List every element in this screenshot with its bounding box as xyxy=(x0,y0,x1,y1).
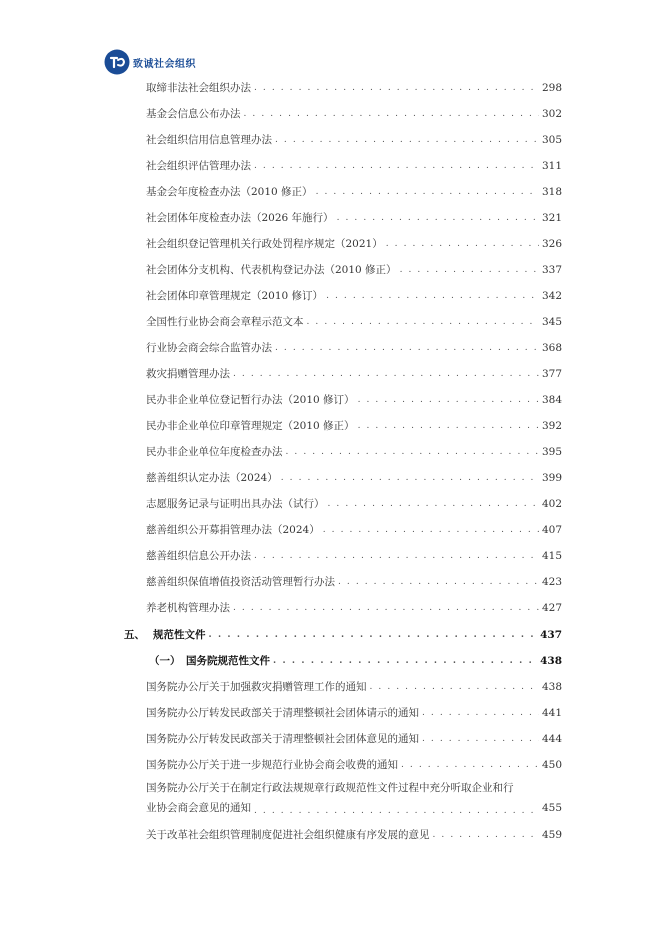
toc-page-number: 415 xyxy=(541,550,562,562)
toc-leader-dots xyxy=(244,108,539,121)
toc-entry-title-line2: 业协会商会意见的通知 xyxy=(146,802,251,814)
toc-entry[interactable] xyxy=(146,497,562,511)
toc-entry-title: 民办非企业单位印章管理规定（2010 修正） xyxy=(146,420,355,432)
toc-entry-title: 社会组织评估管理办法 xyxy=(146,160,251,172)
toc-entry-title-line1: 国务院办公厅关于在制定行政法规规章行政规范性文件过程中充分听取企业和行 xyxy=(146,782,514,794)
toc-entry-title: 养老机构管理办法 xyxy=(146,602,230,614)
toc-leader-dots xyxy=(358,420,539,433)
toc-entry[interactable] xyxy=(146,706,562,720)
toc-page-number: 399 xyxy=(541,472,562,484)
toc-entry-title: 国务院办公厅关于进一步规范行业协会商会收费的通知 xyxy=(146,759,398,771)
toc-leader-dots xyxy=(254,550,539,563)
toc-entry[interactable] xyxy=(146,575,562,589)
toc-entry-title: 慈善组织认定办法（2024） xyxy=(146,472,278,484)
toc-entry[interactable] xyxy=(146,549,562,563)
toc-page-number: 392 xyxy=(541,420,562,432)
toc-entry[interactable] xyxy=(146,263,562,277)
toc-leader-dots xyxy=(275,342,539,355)
toc-leader-dots xyxy=(307,316,539,329)
toc-page-number: 395 xyxy=(541,446,562,458)
toc-subsection-heading[interactable] xyxy=(149,654,562,668)
toc-leader-dots xyxy=(233,602,539,615)
toc-entry[interactable] xyxy=(146,445,562,459)
toc-entry-title: 慈善组织公开募捐管理办法（2024） xyxy=(146,524,320,536)
toc-entry[interactable] xyxy=(146,159,562,173)
toc-leader-dots xyxy=(400,264,539,277)
toc-page-number: 305 xyxy=(541,134,562,146)
toc-entry[interactable] xyxy=(146,81,562,95)
toc-page-number: 444 xyxy=(541,733,562,745)
toc-leader-dots xyxy=(316,186,539,199)
toc-entry[interactable] xyxy=(146,341,562,355)
toc-leader-dots xyxy=(433,829,539,842)
toc-page-number: 321 xyxy=(541,212,562,224)
toc-leader-dots xyxy=(254,82,539,95)
toc-entry[interactable] xyxy=(146,393,562,407)
toc-page-number: 438 xyxy=(540,655,562,667)
toc-entry-title: 民办非企业单位登记暂行办法（2010 修订） xyxy=(146,394,355,406)
toc-leader-dots xyxy=(323,524,539,537)
toc-leader-dots xyxy=(326,290,539,303)
toc-page-number: 441 xyxy=(541,707,562,719)
toc-entry-title: 救灾捐赠管理办法 xyxy=(146,368,230,380)
toc-entry[interactable] xyxy=(146,758,562,772)
toc-leader-dots xyxy=(338,576,539,589)
toc-page-number: 311 xyxy=(541,160,562,172)
toc-entry-title: 社会组织信用信息管理办法 xyxy=(146,134,272,146)
toc-page-number: 459 xyxy=(541,829,562,841)
toc-entry[interactable] xyxy=(146,315,562,329)
toc-page-number: 407 xyxy=(541,524,562,536)
toc-leader-dots xyxy=(281,472,539,485)
subsection-title-text: 国务院规范性文件 xyxy=(186,655,270,667)
toc-leader-dots xyxy=(328,498,539,511)
toc-leader-dots xyxy=(275,134,539,147)
toc-leader-dots xyxy=(233,368,539,381)
toc-entry[interactable] xyxy=(146,133,562,147)
toc-leader-dots xyxy=(401,759,539,772)
toc-page-number: 423 xyxy=(541,576,562,588)
toc-leader-dots xyxy=(209,629,538,642)
toc-leader-dots xyxy=(370,681,539,694)
toc-leader-dots xyxy=(337,212,539,225)
toc-entry-title: 社会团体印章管理规定（2010 修订） xyxy=(146,290,324,302)
section-number: 五、 xyxy=(124,629,145,641)
toc-page-number: 326 xyxy=(541,238,562,250)
toc-page-number: 402 xyxy=(541,498,562,510)
toc-entry[interactable] xyxy=(146,680,562,694)
section-title-text: 规范性文件 xyxy=(153,629,206,641)
toc-entry-title: 国务院办公厅转发民政部关于清理整顿社会团体请示的通知 xyxy=(146,707,419,719)
toc-entry[interactable] xyxy=(146,419,562,433)
toc-entry[interactable] xyxy=(146,828,562,842)
toc-section-title xyxy=(124,628,206,642)
toc-entry-title: 民办非企业单位年度检查办法 xyxy=(146,446,283,458)
toc-entry[interactable] xyxy=(146,107,562,121)
toc-entry-title: 全国性行业协会商会章程示范文本 xyxy=(146,316,304,328)
toc-entry-title: 基金会信息公布办法 xyxy=(146,108,241,120)
toc-page-number: 377 xyxy=(541,368,562,380)
toc-entry-title: 慈善组织保值增值投资活动管理暂行办法 xyxy=(146,576,335,588)
toc-leader-dots xyxy=(254,160,539,173)
toc-page-number: 368 xyxy=(541,342,562,354)
subsection-number: （一） xyxy=(149,655,181,667)
toc-entry[interactable] xyxy=(146,211,562,225)
toc-leader-dots xyxy=(286,446,539,459)
header-logo xyxy=(104,48,196,76)
toc-page-number: 427 xyxy=(541,602,562,614)
toc-entry[interactable] xyxy=(146,367,562,381)
toc-page-number: 337 xyxy=(541,264,562,276)
toc-leader-dots xyxy=(422,733,539,746)
toc-entry-title: 社会团体年度检查办法（2026 年施行） xyxy=(146,212,334,224)
toc-entry-title: 慈善组织信息公开办法 xyxy=(146,550,251,562)
toc-leader-dots xyxy=(422,707,539,720)
toc-entry[interactable] xyxy=(146,732,562,746)
toc-entry[interactable] xyxy=(146,237,562,251)
toc-page-number: 302 xyxy=(541,108,562,120)
toc-entry-title: 国务院办公厅关于加强救灾捐赠管理工作的通知 xyxy=(146,681,367,693)
toc-section-heading[interactable] xyxy=(124,628,562,642)
toc-entry-second-line xyxy=(146,798,562,818)
toc-page-number: 384 xyxy=(541,394,562,406)
toc-leader-dots xyxy=(273,655,537,668)
toc-page-number: 318 xyxy=(541,186,562,198)
toc-entry-title: 取缔非法社会组织办法 xyxy=(146,82,251,94)
toc-entry[interactable] xyxy=(146,523,562,537)
toc-entry[interactable] xyxy=(146,601,562,615)
toc-leader-dots xyxy=(386,238,539,251)
toc-page-number: 437 xyxy=(540,629,562,641)
toc-leader-dots xyxy=(358,394,539,407)
toc-entry-title: 行业协会商会综合监管办法 xyxy=(146,342,272,354)
toc-entry-title: 关于改革社会组织管理制度促进社会组织健康有序发展的意见 xyxy=(146,829,430,841)
toc-page-number: 342 xyxy=(541,290,562,302)
toc-entry[interactable] xyxy=(146,289,562,303)
toc-entry-title: 社会团体分支机构、代表机构登记办法（2010 修正） xyxy=(146,264,397,276)
toc-entry-title: 基金会年度检查办法（2010 修正） xyxy=(146,186,313,198)
toc-entry-title: 国务院办公厅转发民政部关于清理整顿社会团体意见的通知 xyxy=(146,733,419,745)
toc-page-number: 298 xyxy=(541,82,562,94)
toc-entry[interactable] xyxy=(146,471,562,485)
toc-entry-title: 社会组织登记管理机关行政处罚程序规定（2021） xyxy=(146,238,383,250)
toc-page-number: 455 xyxy=(541,802,562,814)
toc-page-number: 345 xyxy=(541,316,562,328)
toc-entry-title: 志愿服务记录与证明出具办法（试行） xyxy=(146,498,325,510)
logo-mark-icon xyxy=(104,49,130,75)
toc-subsection-title xyxy=(149,654,270,668)
logo-text: 致诚社会组织 xyxy=(133,58,196,70)
toc-page-number: 438 xyxy=(541,681,562,693)
toc-entry[interactable] xyxy=(146,185,562,199)
toc-entry-wrapped[interactable] xyxy=(146,778,562,818)
toc-page-number: 450 xyxy=(541,759,562,771)
toc-leader-dots xyxy=(254,805,539,818)
